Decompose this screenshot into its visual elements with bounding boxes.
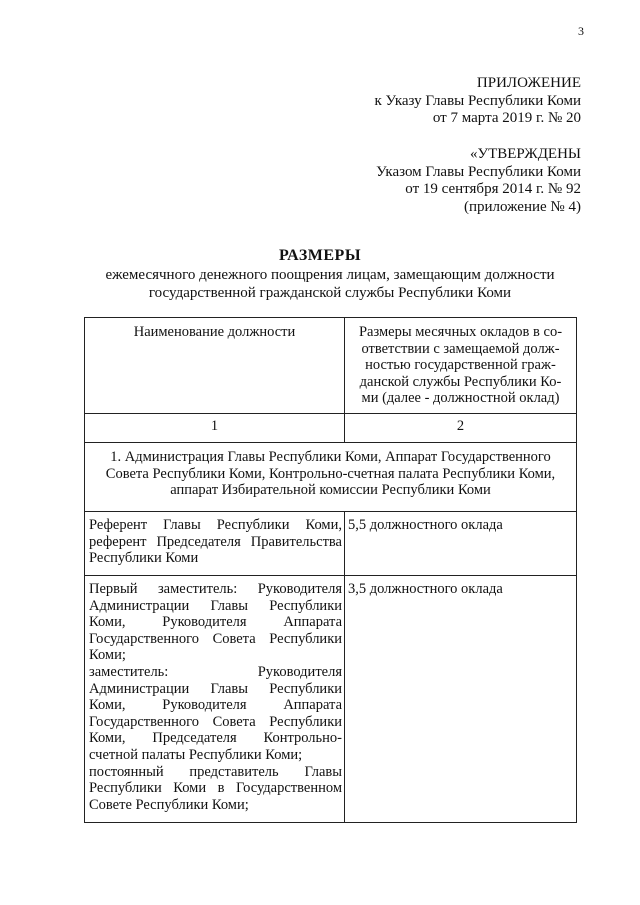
approved-block [376, 146, 581, 216]
column-number-row [85, 413, 577, 442]
position-line: Первый заместитель: Руководителя Администрации Главы Республики Коми, Руководителя Аппарата Государственного Совета Республики Коми; [89, 580, 342, 664]
table-row [85, 575, 577, 822]
appendix-block [374, 75, 581, 128]
column-number-1: 1 [85, 413, 345, 442]
header-size: Размеры месячных окладов в со-ответствии с замещаемой долж-ностью государственной граж-данской службы Республики Ко-ми (далее - должностной оклад) [345, 318, 577, 414]
table-row [85, 511, 577, 575]
section-row [85, 442, 577, 511]
rates-table [84, 317, 577, 823]
approved-appendix-ref: (приложение № 4) [463, 198, 581, 215]
appendix-decree: к Указу Главы Республики Коми [374, 92, 581, 109]
page-number: 3 [578, 24, 584, 38]
position-cell: Референт Главы Республики Коми, референт Председателя Правительства Республики Коми [85, 511, 345, 575]
position-line: заместитель: Руководителя Администрации Главы Республики Коми, Руководителя Аппарата Государственного Совета Республики Коми, Председателя Контрольно-счетной палаты Республики Коми; [89, 663, 342, 763]
size-cell: 3,5 должностного оклада [345, 575, 577, 822]
header-position: Наименование должности [85, 318, 345, 414]
approved-decree: Указом Главы Республики Коми [376, 163, 581, 180]
position-cell [85, 575, 345, 822]
subtitle-line-1: ежемесячного денежного поощрения лицам, замещающим должности [105, 267, 555, 283]
position-line: постоянный представитель Главы Республики Коми в Государственном Совете Республики Коми; [89, 763, 342, 813]
section-heading: 1. Администрация Главы Республики Коми, Аппарат Государственного Совета Республики Коми, Контрольно-счетная палата Республики Коми, аппарат Избирательной комиссии Республики Коми [85, 442, 577, 511]
column-number-2: 2 [345, 413, 577, 442]
table-header-row [85, 318, 577, 414]
appendix-date: от 7 марта 2019 г. № 20 [432, 110, 581, 126]
subtitle-line-2: государственной гражданской службы Республики Коми [148, 285, 512, 301]
size-cell: 5,5 должностного оклада [345, 511, 577, 575]
approved-heading: «УТВЕРЖДЕНЫ [469, 146, 581, 162]
approved-date: от 19 сентября 2014 г. № 92 [405, 181, 581, 197]
document-subtitle [60, 266, 600, 302]
document-title: РАЗМЕРЫ [278, 247, 362, 264]
appendix-heading: ПРИЛОЖЕНИЕ [476, 75, 581, 91]
